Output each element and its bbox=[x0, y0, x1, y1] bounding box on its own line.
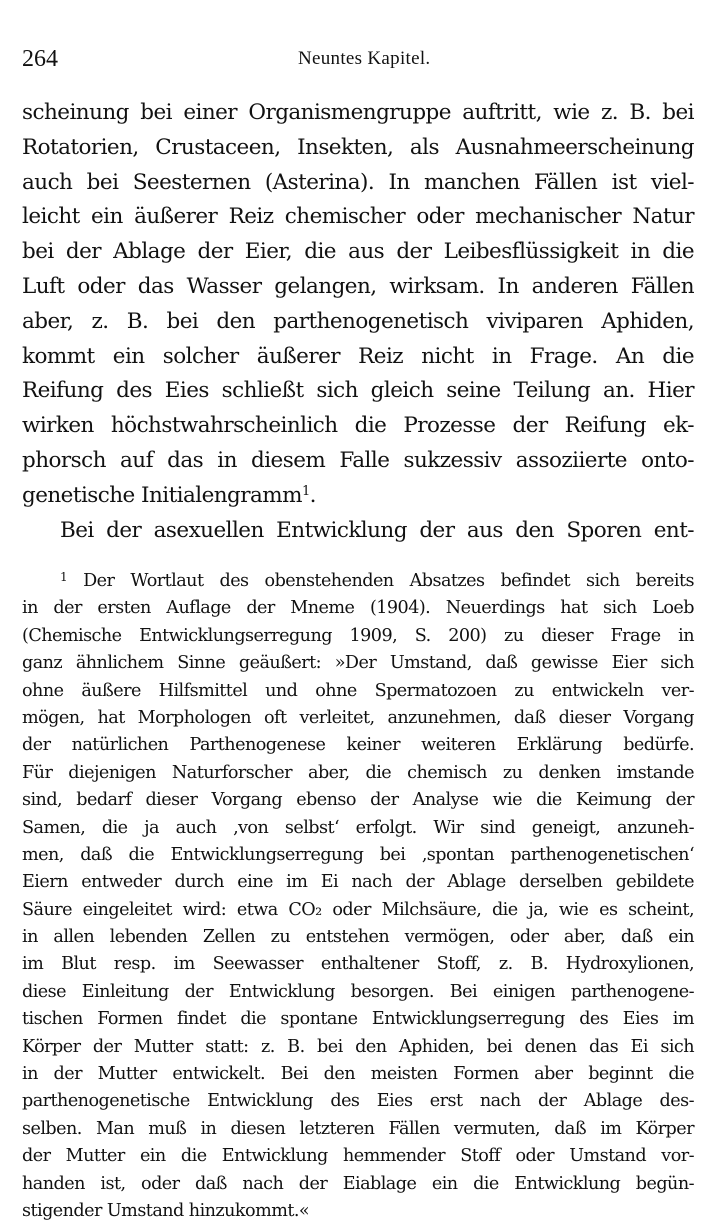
footnote-line: Körper der Mutter statt: z. B. bei den Aphiden, bei denen das Ei sich bbox=[22, 1036, 694, 1057]
footnote-line: der natürlichen Parthenogenese keiner weiteren Erklärung bedürfe. bbox=[22, 735, 694, 756]
footnote-line: in der ersten Auflage der Mneme (1904). Neuerdings hat sich Loeb bbox=[22, 598, 694, 619]
footnote-line: men, daß die Entwicklungserregung bei ‚spontan parthenogenetischen‘ bbox=[22, 844, 694, 865]
footnote-line: ganz ähnlichem Sinne geäußert: »Der Umstand, daß gewisse Eier sich bbox=[22, 653, 694, 674]
footnote-line bbox=[22, 568, 694, 595]
text-line: kommt ein solcher äußerer Reiz nicht in Frage. An die bbox=[22, 343, 694, 369]
text-line: scheinung bei einer Organismengruppe auftritt, wie z. B. bei bbox=[22, 100, 694, 125]
footnote-line: selben. Man muß in diesen letzteren Fällen vermuten, daß im Körper bbox=[22, 1118, 694, 1139]
footnote-line: Säure eingeleitet wird: etwa CO₂ oder Milchsäure, die ja, wie es scheint, bbox=[22, 899, 694, 920]
text-line bbox=[22, 479, 694, 514]
footnote-line: (Chemische Entwicklungserregung 1909, S. 200) zu dieser Frage in bbox=[22, 625, 694, 646]
text-line: aber, z. B. bei den parthenogenetisch viviparen Aphiden, bbox=[22, 308, 694, 334]
footnote-line: parthenogenetische Entwicklung des Eies erst nach der Ablage des- bbox=[22, 1091, 694, 1112]
footnote-line: stigender Umstand hinzukommt.« bbox=[22, 1200, 310, 1221]
text-fragment: Der Wortlaut des obenstehenden Absatzes befindet sich bereits bbox=[83, 571, 694, 591]
footnote-line: sind, bedarf dieser Vorgang ebenso der Analyse wie die Keimung der bbox=[22, 790, 694, 811]
footnote-line: ohne äußere Hilfsmittel und ohne Spermatozoen zu entwickeln ver- bbox=[22, 680, 694, 701]
footnote-line: diese Einleitung der Entwicklung besorgen. Bei einigen parthenogene- bbox=[22, 981, 694, 1002]
footnote-line: im Blut resp. im Seewasser enthaltener Stoff, z. B. Hydroxylionen, bbox=[22, 954, 694, 975]
text-line: auch bei Seesternen (Asterina). In manchen Fällen ist viel- bbox=[22, 169, 694, 195]
main-text bbox=[22, 96, 694, 548]
footnote-line: handen ist, oder daß nach der Eiablage ein die Entwicklung begün- bbox=[22, 1173, 694, 1194]
text-line: Reifung des Eies schließt sich gleich seine Teilung an. Hier bbox=[22, 378, 694, 404]
text-line: Bei der asexuellen Entwicklung der aus den Sporen ent- bbox=[60, 517, 694, 543]
footnote-line: Eiern entweder durch eine im Ei nach der Ablage derselben gebildete bbox=[22, 872, 694, 893]
footnote-line: der Mutter ein die Entwicklung hemmender Stoff oder Umstand vor- bbox=[22, 1146, 694, 1167]
text-line: Luft oder das Wasser gelangen, wirksam. In anderen Fällen bbox=[22, 273, 694, 299]
text-line: wirken höchstwahrscheinlich die Prozesse der Reifung ek- bbox=[22, 413, 694, 439]
footnote-line: in der Mutter entwickelt. Bei den meisten Formen aber beginnt die bbox=[22, 1064, 694, 1085]
footnote-marker: 1 bbox=[60, 570, 68, 584]
page-number: 264 bbox=[22, 46, 58, 72]
text-fragment: genetische Initialengramm bbox=[22, 482, 302, 508]
footnote-reference: 1 bbox=[301, 483, 310, 499]
footnote-line: in allen lebenden Zellen zu entstehen vermögen, oder aber, daß ein bbox=[22, 927, 694, 948]
text-line: bei der Ablage der Eier, die aus der Leibesflüssigkeit in die bbox=[22, 239, 694, 265]
text-line: phorsch auf das in diesem Falle sukzessiv assoziierte onto- bbox=[22, 447, 694, 473]
footnote-line: Für diejenigen Naturforscher aber, die chemisch zu denken imstande bbox=[22, 762, 694, 783]
text-fragment: . bbox=[309, 482, 316, 508]
footnote-line: mögen, hat Morphologen oft verleitet, anzunehmen, daß dieser Vorgang bbox=[22, 707, 694, 728]
footnote-line: tischen Formen findet die spontane Entwicklungserregung des Eies im bbox=[22, 1009, 694, 1030]
page-header bbox=[22, 44, 694, 74]
footnote bbox=[22, 568, 694, 1225]
text-line: Rotatorien, Crustaceen, Insekten, als Ausnahmeerscheinung bbox=[22, 134, 694, 160]
text-line: leicht ein äußerer Reiz chemischer oder mechanischer Natur bbox=[22, 204, 694, 230]
running-head: Neuntes Kapitel. bbox=[298, 48, 431, 69]
footnote-line: Samen, die ja auch ‚von selbst‘ erfolgt. Wir sind geneigt, anzuneh- bbox=[22, 817, 694, 838]
